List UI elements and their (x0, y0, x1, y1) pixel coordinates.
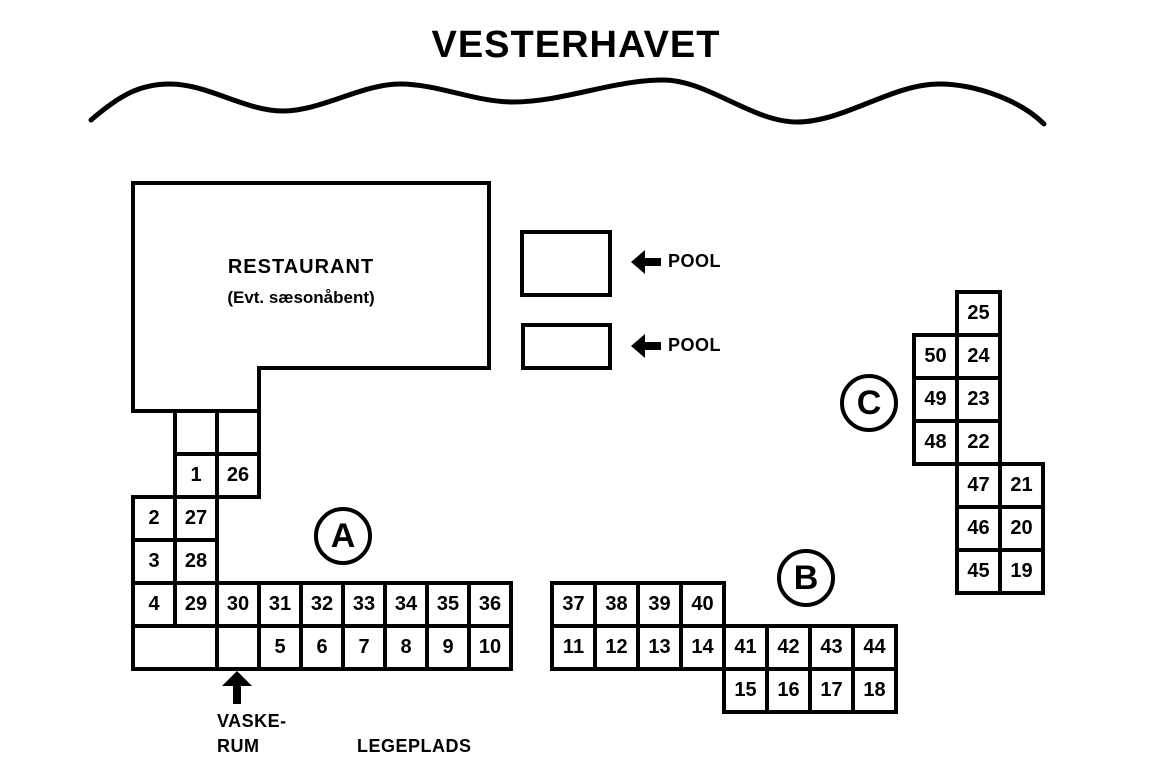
unit-cell-49: 49 (912, 376, 959, 423)
shoreline-wave-icon (91, 80, 1044, 124)
pool-top-label: POOL (668, 251, 722, 271)
unit-cell-30: 30 (215, 581, 261, 628)
unit-cell-38: 38 (593, 581, 640, 628)
unit-cell-47: 47 (955, 462, 1002, 509)
unit-cell-13: 13 (636, 624, 683, 671)
unit-cell-10: 10 (467, 624, 513, 671)
unit-cell-40: 40 (679, 581, 726, 628)
area-a-badge: A (314, 507, 372, 565)
unit-cell-34: 34 (383, 581, 429, 628)
unit-cell-42: 42 (765, 624, 812, 671)
unit-cell-26: 26 (215, 452, 261, 499)
pool-bottom-basin (523, 325, 610, 368)
unit-cell-2: 2 (131, 495, 177, 542)
unit-cell-45: 45 (955, 548, 1002, 595)
unit-cell-29: 29 (173, 581, 219, 628)
unit-cell-6: 6 (299, 624, 345, 671)
area-b-badge: B (777, 549, 835, 607)
unit-cell-7: 7 (341, 624, 387, 671)
restaurant-season-note: (Evt. sæsonåbent) (227, 288, 375, 307)
unit-cell-3: 3 (131, 538, 177, 585)
laundry-label-line2: RUM (217, 736, 260, 756)
unit-cell-50: 50 (912, 333, 959, 380)
unit-cell-24: 24 (955, 333, 1002, 380)
unit-cell-17: 17 (808, 667, 855, 714)
unit-cell-48: 48 (912, 419, 959, 466)
unit-cell-empty (215, 624, 261, 671)
unit-cell-31: 31 (257, 581, 303, 628)
laundry-label-line1: VASKE- (217, 711, 287, 731)
unit-cell-12: 12 (593, 624, 640, 671)
pool-top-basin (522, 232, 610, 295)
pool-bottom-arrow-icon (631, 334, 661, 358)
unit-cell-37: 37 (550, 581, 597, 628)
pool-bottom-label: POOL (668, 335, 722, 355)
unit-cell-27: 27 (173, 495, 219, 542)
unit-cell-18: 18 (851, 667, 898, 714)
unit-cell-19: 19 (998, 548, 1045, 595)
unit-cell-15: 15 (722, 667, 769, 714)
unit-cell-5: 5 (257, 624, 303, 671)
arrow-shaft (233, 684, 241, 704)
unit-cell-20: 20 (998, 505, 1045, 552)
unit-cell-36: 36 (467, 581, 513, 628)
unit-cell-22: 22 (955, 419, 1002, 466)
unit-cell-4: 4 (131, 581, 177, 628)
unit-cell-14: 14 (679, 624, 726, 671)
unit-cell-33: 33 (341, 581, 387, 628)
page-title: VESTERHAVET (431, 24, 721, 66)
unit-cell-46: 46 (955, 505, 1002, 552)
unit-cell-8: 8 (383, 624, 429, 671)
laundry-arrow-icon (222, 671, 252, 705)
area-c-badge: C (840, 374, 898, 432)
playground-label: LEGEPLADS (357, 736, 472, 756)
unit-cell-empty (173, 409, 219, 456)
unit-cell-23: 23 (955, 376, 1002, 423)
unit-cell-43: 43 (808, 624, 855, 671)
unit-cell-21: 21 (998, 462, 1045, 509)
unit-cell-11: 11 (550, 624, 597, 671)
unit-cell-16: 16 (765, 667, 812, 714)
unit-cell-32: 32 (299, 581, 345, 628)
unit-cell-empty (131, 624, 219, 671)
unit-cell-25: 25 (955, 290, 1002, 337)
unit-cell-44: 44 (851, 624, 898, 671)
pool-top-arrow-icon (631, 250, 661, 274)
unit-cell-41: 41 (722, 624, 769, 671)
unit-cell-empty (215, 409, 261, 456)
unit-cell-28: 28 (173, 538, 219, 585)
arrow-shaft (643, 258, 661, 266)
arrow-shaft (643, 342, 661, 350)
unit-cell-35: 35 (425, 581, 471, 628)
restaurant-label: RESTAURANT (227, 256, 375, 278)
unit-cell-9: 9 (425, 624, 471, 671)
unit-cell-1: 1 (173, 452, 219, 499)
unit-cell-39: 39 (636, 581, 683, 628)
